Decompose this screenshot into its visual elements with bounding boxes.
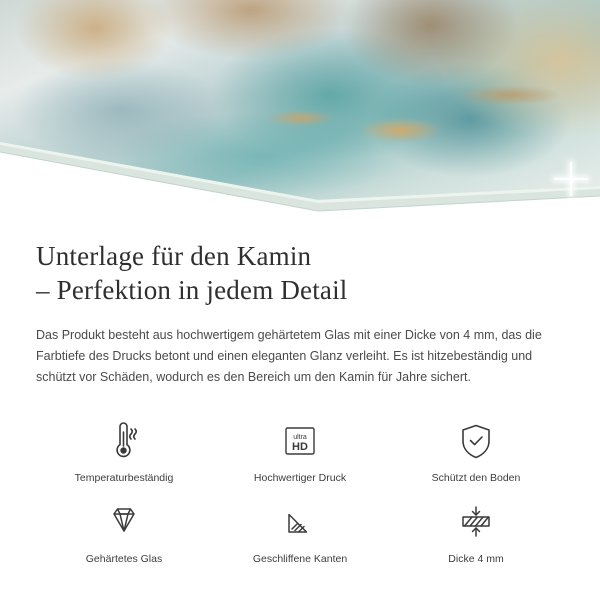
svg-text:HD: HD (292, 441, 308, 453)
hero-image (0, 0, 600, 215)
feature-grid (36, 416, 564, 568)
feature-item-tempered-glass (36, 497, 212, 568)
svg-text:ultra: ultra (293, 434, 307, 441)
polished-edges-icon (279, 501, 321, 543)
thermometer-icon (104, 420, 144, 462)
ultra-hd-icon (279, 420, 321, 462)
page-title-line-2: – Perfektion in jedem Detail (36, 275, 348, 305)
feature-label: Dicke 4 mm (448, 553, 504, 565)
feature-item-floor-protection (388, 416, 564, 487)
feature-label: Temperaturbeständig (74, 472, 174, 484)
feature-item-print-quality (212, 416, 388, 487)
shield-check-icon (456, 420, 496, 462)
feature-item-thickness (388, 497, 564, 568)
glass-panel-artwork (0, 0, 600, 200)
page-title-line-1: Unterlage für den Kamin (36, 241, 312, 271)
feature-item-temperature (36, 416, 212, 487)
thickness-arrows-icon (455, 501, 497, 543)
description-paragraph: Das Produkt besteht aus hochwertigem gehärtetem Glas mit einer Dicke von 4 mm, das die Farbtiefe des Drucks betont und einen eleganten Glanz verleiht. Es ist hitzebeständig und schützt vor Schäden, wodurch es den Bereich um den Kamin für Jahre sichert. (36, 328, 542, 384)
feature-label: Geschliffene Kanten (252, 553, 348, 565)
feature-item-polished-edges (212, 497, 388, 568)
page-title (36, 239, 564, 307)
feature-label: Schützt den Boden (431, 472, 521, 484)
feature-label: Gehärtetes Glas (85, 553, 163, 565)
diamond-icon (102, 501, 146, 543)
text-content (0, 239, 600, 568)
feature-label: Hochwertiger Druck (253, 472, 347, 484)
